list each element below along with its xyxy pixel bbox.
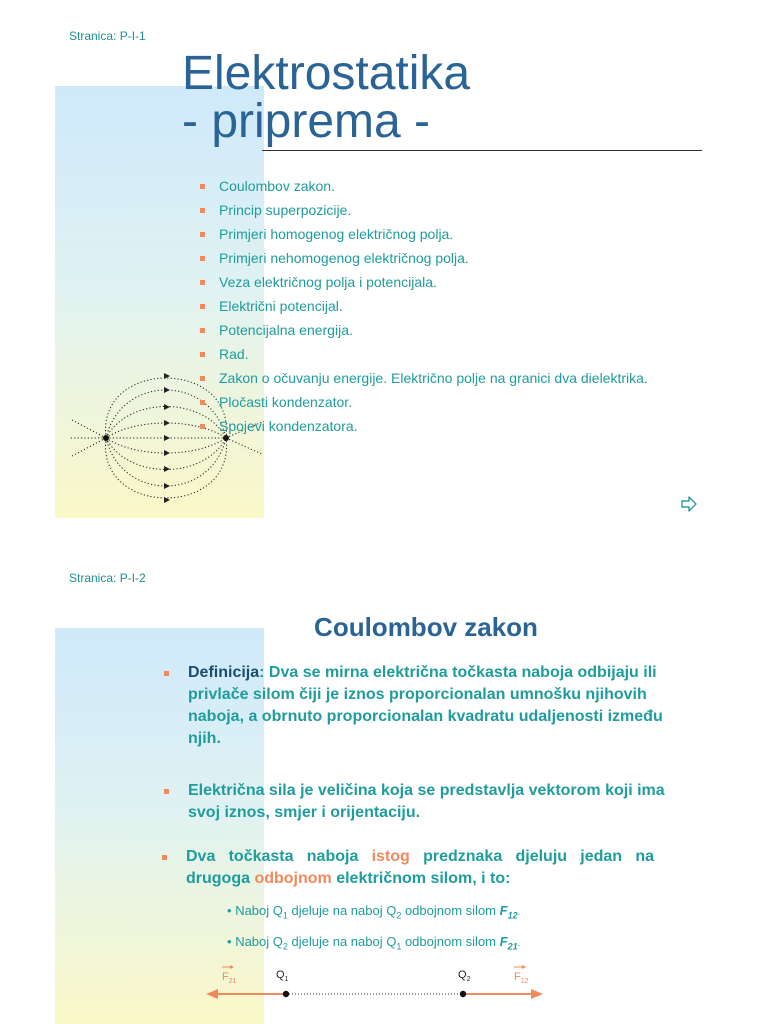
definition-paragraph (164, 662, 698, 750)
text-fragment: djeluje na naboj Q (287, 934, 397, 949)
label-f21: $F_{21}$ (222, 971, 237, 985)
text-fragment: predznaka djeluju jedan na drugoga (186, 848, 655, 887)
sub-bullet: • (227, 903, 232, 918)
force-symbol: F (499, 934, 508, 949)
topic-item: Rad. (200, 346, 670, 362)
text-fragment: djeluje na naboj Q (287, 903, 397, 918)
topic-item: Coulombov zakon. (200, 178, 670, 194)
slide-2 (0, 540, 768, 1024)
subscript: 12 (507, 910, 518, 921)
force-vector-paragraph: Električna sila je veličina koja se predstavlja vektorom koji ima svoj iznos, smjer i orijentaciju. (164, 780, 688, 824)
subscript: 2 (396, 910, 402, 921)
charge-force-diagram (200, 958, 550, 1014)
subscript: 1 (282, 910, 288, 921)
text-fragment: . (517, 907, 521, 917)
label-q2: $Q_2$ (458, 969, 471, 983)
highlight-odbojnom: odbojnom (254, 870, 332, 887)
topic-item: Potencijalna energija. (200, 322, 670, 338)
topic-item: Primjeri homogenog električnog polja. (200, 226, 670, 242)
text-fragment: odbojnom silom (401, 903, 500, 918)
text-fragment: . (517, 938, 521, 948)
topic-item: Princip superpozicije. (200, 202, 670, 218)
charge-q2 (460, 991, 466, 997)
title-line-1: Elektrostatika (182, 47, 471, 100)
text-fragment: odbojnom silom (401, 934, 500, 949)
topic-item: Pločasti kondenzator. (200, 394, 670, 410)
title-line-2: - priprema - (182, 95, 431, 148)
definition-term: Definicija (188, 664, 260, 681)
sub-item-f21 (227, 934, 520, 952)
text-fragment: Naboj Q (235, 903, 283, 918)
topic-list (200, 178, 670, 442)
definition-text: : Dva se mirna električna točkasta naboja odbijaju ili privlače silom čiji je iznos proporcionalan umnošku njihovih naboja, a obrnuto proporcionalan kvadratu udaljenosti između njih. (188, 664, 663, 747)
title-underline (262, 150, 702, 151)
label-q1: $Q_1$ (276, 969, 289, 983)
repulsion-paragraph (162, 846, 654, 890)
force-arrowhead (206, 989, 218, 999)
page-title (182, 47, 471, 148)
charge-q1 (283, 991, 289, 997)
highlight-istog: istog (371, 848, 410, 865)
sub-bullet: • (227, 934, 232, 949)
topic-item: Zakon o očuvanju energije. Električno polje na granici dva dielektrika. (200, 370, 670, 386)
sub-item-f12 (227, 903, 520, 921)
force-arrowhead (531, 989, 543, 999)
text-fragment: Dva točkasta naboja (186, 848, 372, 865)
topic-item: Električni potencijal. (200, 298, 670, 314)
subscript: 21 (507, 941, 518, 952)
arrow-right-icon[interactable] (680, 495, 698, 513)
slide-title: Coulombov zakon (314, 612, 538, 642)
text-fragment: električnom silom, i to: (331, 870, 511, 887)
topic-item: Veza električnog polja i potencijala. (200, 274, 670, 290)
text-fragment: Naboj Q (235, 934, 283, 949)
label-f12: $F_{12}$ (514, 971, 529, 985)
topic-item: Spojevi kondenzatora. (200, 418, 670, 434)
page-label: Stranica: P-I-2 (69, 571, 146, 585)
subscript: 1 (396, 941, 402, 952)
subscript: 2 (282, 941, 288, 952)
topic-item: Primjeri nehomogenog električnog polja. (200, 250, 670, 266)
force-symbol: F (499, 903, 508, 918)
page-label: Stranica: P-I-1 (69, 29, 146, 43)
